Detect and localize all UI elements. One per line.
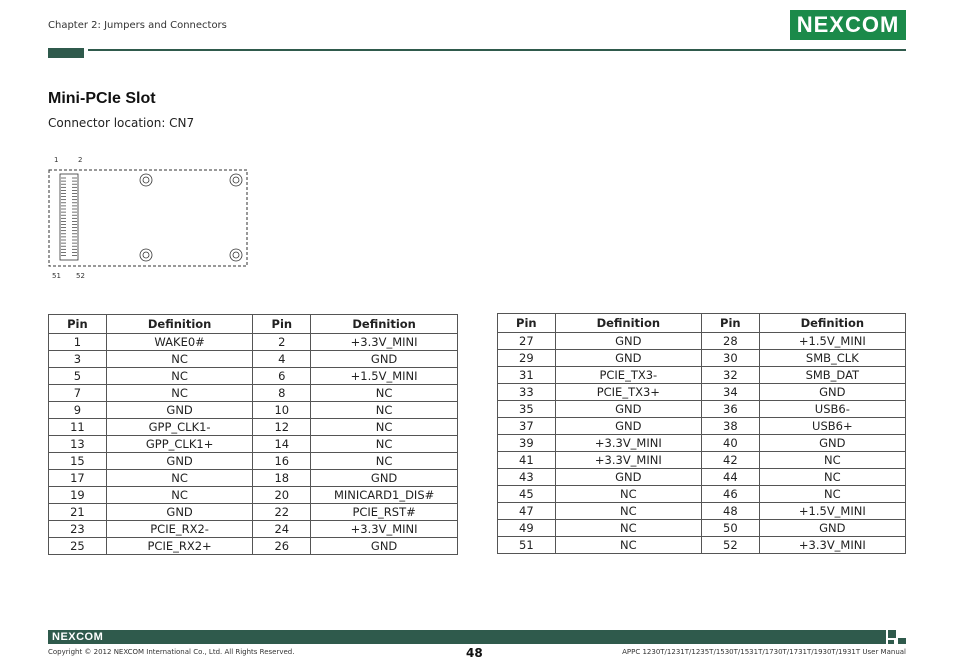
pin-cell: 25 xyxy=(49,538,107,555)
table-row xyxy=(498,350,906,367)
definition-cell: GND xyxy=(759,520,905,537)
footer-bar xyxy=(48,630,886,644)
definition-cell: PCIE_TX3+ xyxy=(555,384,701,401)
header-definition: Definition xyxy=(555,314,701,333)
pin-cell: 18 xyxy=(253,470,311,487)
table-row xyxy=(498,435,906,452)
pin-cell: 15 xyxy=(49,453,107,470)
connector-drawing xyxy=(48,156,250,282)
table-row xyxy=(498,486,906,503)
definition-cell: PCIE_TX3- xyxy=(555,367,701,384)
table-row xyxy=(498,367,906,384)
definition-cell: WAKE0# xyxy=(106,334,253,351)
pin-cell: 2 xyxy=(253,334,311,351)
pin-cell: 16 xyxy=(253,453,311,470)
definition-cell: +1.5V_MINI xyxy=(311,368,458,385)
definition-cell: PCIE_RST# xyxy=(311,504,458,521)
pin-cell: 48 xyxy=(701,503,759,520)
pin-cell: 28 xyxy=(701,333,759,350)
pin-cell: 45 xyxy=(498,486,556,503)
definition-cell: +3.3V_MINI xyxy=(311,521,458,538)
table-row xyxy=(49,521,458,538)
definition-cell: GPP_CLK1+ xyxy=(106,436,253,453)
definition-cell: NC xyxy=(106,487,253,504)
definition-cell: NC xyxy=(311,419,458,436)
table-row xyxy=(49,334,458,351)
pin-cell: 43 xyxy=(498,469,556,486)
definition-cell: NC xyxy=(311,436,458,453)
definition-cell: +3.3V_MINI xyxy=(555,452,701,469)
footer-square xyxy=(888,630,896,638)
table-row xyxy=(498,333,906,350)
definition-cell: GND xyxy=(311,351,458,368)
header-definition: Definition xyxy=(311,315,458,334)
definition-cell: NC xyxy=(555,537,701,554)
pin-cell: 8 xyxy=(253,385,311,402)
manual-title: APPC 1230T/1231T/1235T/1530T/1531T/1730T/1731T/1930T/1931T User Manual xyxy=(622,648,906,656)
pin-label-1: 1 xyxy=(54,156,59,164)
table-row xyxy=(498,503,906,520)
pin-cell: 31 xyxy=(498,367,556,384)
header-pin: Pin xyxy=(701,314,759,333)
pin-cell: 29 xyxy=(498,350,556,367)
pin-cell: 22 xyxy=(253,504,311,521)
definition-cell: SMB_CLK xyxy=(759,350,905,367)
pin-cell: 32 xyxy=(701,367,759,384)
pin-cell: 10 xyxy=(253,402,311,419)
brand-logo-text: NEXCOM xyxy=(796,12,900,37)
table-row xyxy=(498,418,906,435)
table-row xyxy=(498,401,906,418)
table-row xyxy=(49,368,458,385)
table-row xyxy=(49,453,458,470)
definition-cell: +3.3V_MINI xyxy=(759,537,905,554)
header-pin: Pin xyxy=(49,315,107,334)
pin-label-2: 2 xyxy=(78,156,83,164)
pin-cell: 33 xyxy=(498,384,556,401)
brand-logo xyxy=(790,10,906,40)
header-definition: Definition xyxy=(106,315,253,334)
definition-cell: +1.5V_MINI xyxy=(759,333,905,350)
footer-square xyxy=(898,638,906,644)
pin-cell: 1 xyxy=(49,334,107,351)
pin-cell: 39 xyxy=(498,435,556,452)
pin-table-right xyxy=(497,313,906,554)
definition-cell: GND xyxy=(759,435,905,452)
pin-label-51: 51 xyxy=(52,272,61,280)
table-row xyxy=(49,504,458,521)
pin-cell: 17 xyxy=(49,470,107,487)
pin-cell: 4 xyxy=(253,351,311,368)
section-title: Mini-PCIe Slot xyxy=(48,90,156,107)
header-pin: Pin xyxy=(253,315,311,334)
table-row xyxy=(498,537,906,554)
pin-label-52: 52 xyxy=(76,272,85,280)
pin-cell: 12 xyxy=(253,419,311,436)
definition-cell: GND xyxy=(555,401,701,418)
pin-cell: 42 xyxy=(701,452,759,469)
definition-cell: GPP_CLK1- xyxy=(106,419,253,436)
pin-cell: 23 xyxy=(49,521,107,538)
pin-cell: 50 xyxy=(701,520,759,537)
pin-cell: 24 xyxy=(253,521,311,538)
definition-cell: NC xyxy=(759,469,905,486)
definition-cell: NC xyxy=(311,385,458,402)
definition-cell: NC xyxy=(311,453,458,470)
definition-cell: NC xyxy=(759,452,905,469)
definition-cell: SMB_DAT xyxy=(759,367,905,384)
pin-cell: 47 xyxy=(498,503,556,520)
pin-cell: 19 xyxy=(49,487,107,504)
definition-cell: NC xyxy=(759,486,905,503)
pin-cell: 27 xyxy=(498,333,556,350)
table-row xyxy=(498,452,906,469)
definition-cell: +1.5V_MINI xyxy=(759,503,905,520)
copyright: Copyright © 2012 NEXCOM International Co., Ltd. All Rights Reserved. xyxy=(48,648,295,656)
header-definition: Definition xyxy=(759,314,905,333)
definition-cell: GND xyxy=(555,333,701,350)
pin-cell: 34 xyxy=(701,384,759,401)
definition-cell: NC xyxy=(555,486,701,503)
table-header-row xyxy=(498,314,906,333)
pin-cell: 5 xyxy=(49,368,107,385)
definition-cell: +3.3V_MINI xyxy=(311,334,458,351)
definition-cell: USB6+ xyxy=(759,418,905,435)
definition-cell: GND xyxy=(311,538,458,555)
definition-cell: GND xyxy=(555,418,701,435)
definition-cell: NC xyxy=(555,520,701,537)
pin-cell: 7 xyxy=(49,385,107,402)
table-header-row xyxy=(49,315,458,334)
pin-cell: 38 xyxy=(701,418,759,435)
connector-location: Connector location: CN7 xyxy=(48,116,195,130)
pin-table-left xyxy=(48,314,458,555)
table-row xyxy=(49,470,458,487)
connector-diagram xyxy=(48,156,250,282)
table-row xyxy=(49,385,458,402)
pin-cell: 49 xyxy=(498,520,556,537)
definition-cell: NC xyxy=(555,503,701,520)
table-row xyxy=(49,436,458,453)
pin-cell: 46 xyxy=(701,486,759,503)
chapter-title: Chapter 2: Jumpers and Connectors xyxy=(48,20,227,31)
header-pin: Pin xyxy=(498,314,556,333)
pin-cell: 21 xyxy=(49,504,107,521)
table-row xyxy=(498,384,906,401)
definition-cell: GND xyxy=(555,350,701,367)
header-rule xyxy=(88,49,906,51)
definition-cell: GND xyxy=(759,384,905,401)
definition-cell: MINICARD1_DIS# xyxy=(311,487,458,504)
definition-cell: PCIE_RX2- xyxy=(106,521,253,538)
table-row xyxy=(49,487,458,504)
footer-square xyxy=(888,640,894,644)
pin-cell: 3 xyxy=(49,351,107,368)
definition-cell: GND xyxy=(555,469,701,486)
table-row xyxy=(49,538,458,555)
pin-cell: 11 xyxy=(49,419,107,436)
definition-cell: PCIE_RX2+ xyxy=(106,538,253,555)
definition-cell: NC xyxy=(106,368,253,385)
pin-cell: 52 xyxy=(701,537,759,554)
definition-cell: NC xyxy=(106,385,253,402)
pin-cell: 37 xyxy=(498,418,556,435)
pin-cell: 35 xyxy=(498,401,556,418)
definition-cell: USB6- xyxy=(759,401,905,418)
pin-cell: 30 xyxy=(701,350,759,367)
table-row xyxy=(49,419,458,436)
pin-cell: 41 xyxy=(498,452,556,469)
definition-cell: GND xyxy=(106,402,253,419)
table-row xyxy=(49,351,458,368)
table-row xyxy=(498,520,906,537)
definition-cell: GND xyxy=(106,453,253,470)
pin-cell: 36 xyxy=(701,401,759,418)
pin-cell: 26 xyxy=(253,538,311,555)
pin-cell: 20 xyxy=(253,487,311,504)
definition-cell: +3.3V_MINI xyxy=(555,435,701,452)
definition-cell: GND xyxy=(106,504,253,521)
pin-cell: 6 xyxy=(253,368,311,385)
definition-cell: NC xyxy=(106,351,253,368)
page-number: 48 xyxy=(466,646,483,660)
footer-logo: NEXCOM xyxy=(52,631,104,643)
definition-cell: GND xyxy=(311,470,458,487)
definition-cell: NC xyxy=(311,402,458,419)
pin-cell: 14 xyxy=(253,436,311,453)
table-row xyxy=(49,402,458,419)
definition-cell: NC xyxy=(106,470,253,487)
pin-cell: 44 xyxy=(701,469,759,486)
header-accent-block xyxy=(48,48,84,58)
table-row xyxy=(498,469,906,486)
pin-cell: 40 xyxy=(701,435,759,452)
pin-cell: 51 xyxy=(498,537,556,554)
pin-cell: 9 xyxy=(49,402,107,419)
pin-cell: 13 xyxy=(49,436,107,453)
